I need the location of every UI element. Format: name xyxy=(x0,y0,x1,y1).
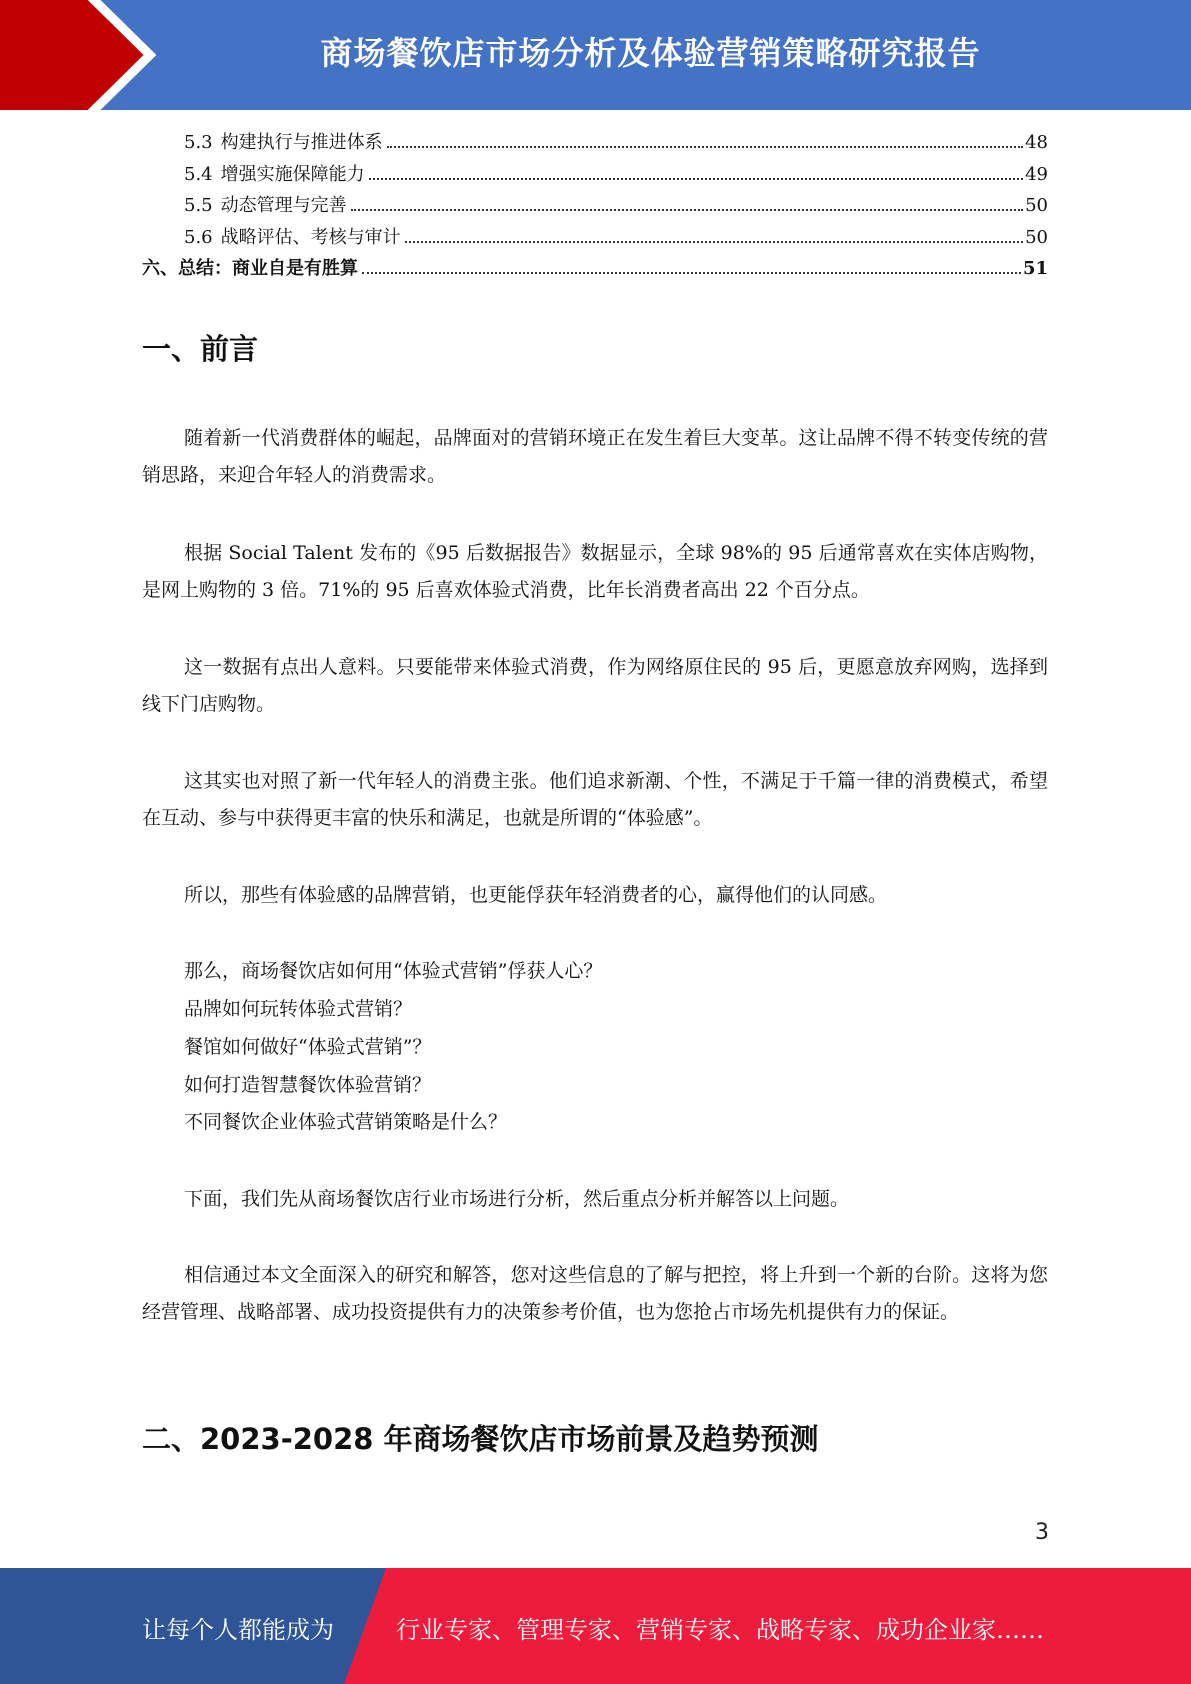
toc-leader-dots xyxy=(369,178,1023,180)
question-line: 不同餐饮企业体验式营销策略是什么？ xyxy=(184,1111,508,1133)
toc-leader-dots xyxy=(362,272,1021,274)
body-paragraph: 相信通过本文全面深入的研究和解答，您对这些信息的了解与把控，将上升到一个新的台阶。这将为您经营管理、战略部署、成功投资提供有力的决策参考价值，也为您抢占市场先机提供有力的保证。 xyxy=(142,1264,1048,1323)
toc-entry-title: 构建执行与推进体系 xyxy=(220,132,383,153)
toc-entry[interactable] xyxy=(142,223,1048,255)
toc-entry-page: 48 xyxy=(1025,132,1048,153)
toc-leader-dots xyxy=(405,241,1023,243)
toc-leader-dots xyxy=(351,209,1023,211)
body-paragraph: 这其实也对照了新一代年轻人的消费主张。他们追求新潮、个性，不满足于千篇一律的消费模式，希望在互动、参与中获得更丰富的快乐和满足，也就是所谓的“体验感”。 xyxy=(142,770,1048,829)
toc-entry-title: 增强实施保障能力 xyxy=(220,163,365,185)
question-line: 那么，商场餐饮店如何用“体验式营销”俘获人心？ xyxy=(184,960,603,982)
table-of-contents xyxy=(142,128,1048,286)
toc-entry-page: 50 xyxy=(1025,195,1048,216)
toc-entry[interactable] xyxy=(142,160,1048,192)
body-paragraph: 这一数据有点出人意料。只要能带来体验式消费，作为网络原住民的 95 后，更愿意放弃网购，选择到线下门店购物。 xyxy=(142,656,1048,715)
question-line: 品牌如何玩转体验式营销？ xyxy=(184,998,413,1020)
toc-entry-page: 50 xyxy=(1025,226,1048,248)
body-paragraph: 根据 Social Talent 发布的《95 后数据报告》数据显示，全球 98%的 95 后通常喜欢在实体店购物，是网上购物的 3 倍。71%的 95 后喜欢体验式消费，比年长消费者高出 22 个百分点。 xyxy=(142,542,1048,601)
toc-entry-number: 5.4 xyxy=(184,163,213,185)
toc-entry-title: 战略评估、考核与审计 xyxy=(220,226,401,248)
section-heading-preface: 一、前言 xyxy=(142,332,259,366)
section-heading-forecast: 二、2023-2028 年商场餐饮店市场前景及趋势预测 xyxy=(142,1422,819,1456)
question-line: 餐馆如何做好“体验式营销”？ xyxy=(184,1036,432,1058)
body-paragraph: 下面，我们先从商场餐饮店行业市场进行分析，然后重点分析并解答以上问题。 xyxy=(184,1188,850,1210)
question-line: 如何打造智慧餐饮体验营销？ xyxy=(184,1074,432,1096)
footer-slogan-right: 行业专家、管理专家、营销专家、战略专家、成功企业家…… xyxy=(396,1616,1044,1644)
toc-entry-number: 5.3 xyxy=(184,132,213,153)
toc-entry[interactable] xyxy=(142,191,1048,223)
page-header xyxy=(0,0,1191,110)
toc-entry-number: 5.5 xyxy=(184,195,213,216)
toc-entry-page: 51 xyxy=(1022,258,1048,279)
toc-leader-dots xyxy=(387,146,1023,148)
toc-entry-number: 5.6 xyxy=(184,226,213,248)
toc-chapter-entry[interactable] xyxy=(142,254,1048,286)
page-footer xyxy=(0,1568,1191,1684)
toc-entry-title: 六、总结：商业自是有胜算 xyxy=(142,258,358,279)
body-paragraph: 随着新一代消费群体的崛起，品牌面对的营销环境正在发生着巨大变革。这让品牌不得不转变传统的营销思路，来迎合年轻人的消费需求。 xyxy=(142,427,1048,486)
footer-slogan-left: 让每个人都能成为 xyxy=(142,1616,334,1644)
document-title: 商场餐饮店市场分析及体验营销策略研究报告 xyxy=(320,34,981,72)
toc-entry-page: 49 xyxy=(1025,163,1048,185)
body-paragraph: 所以，那些有体验感的品牌营销，也更能俘获年轻消费者的心，赢得他们的认同感。 xyxy=(184,884,888,906)
toc-entry[interactable] xyxy=(142,128,1048,160)
toc-entry-title: 动态管理与完善 xyxy=(220,195,347,216)
page-number: 3 xyxy=(1035,1520,1049,1545)
